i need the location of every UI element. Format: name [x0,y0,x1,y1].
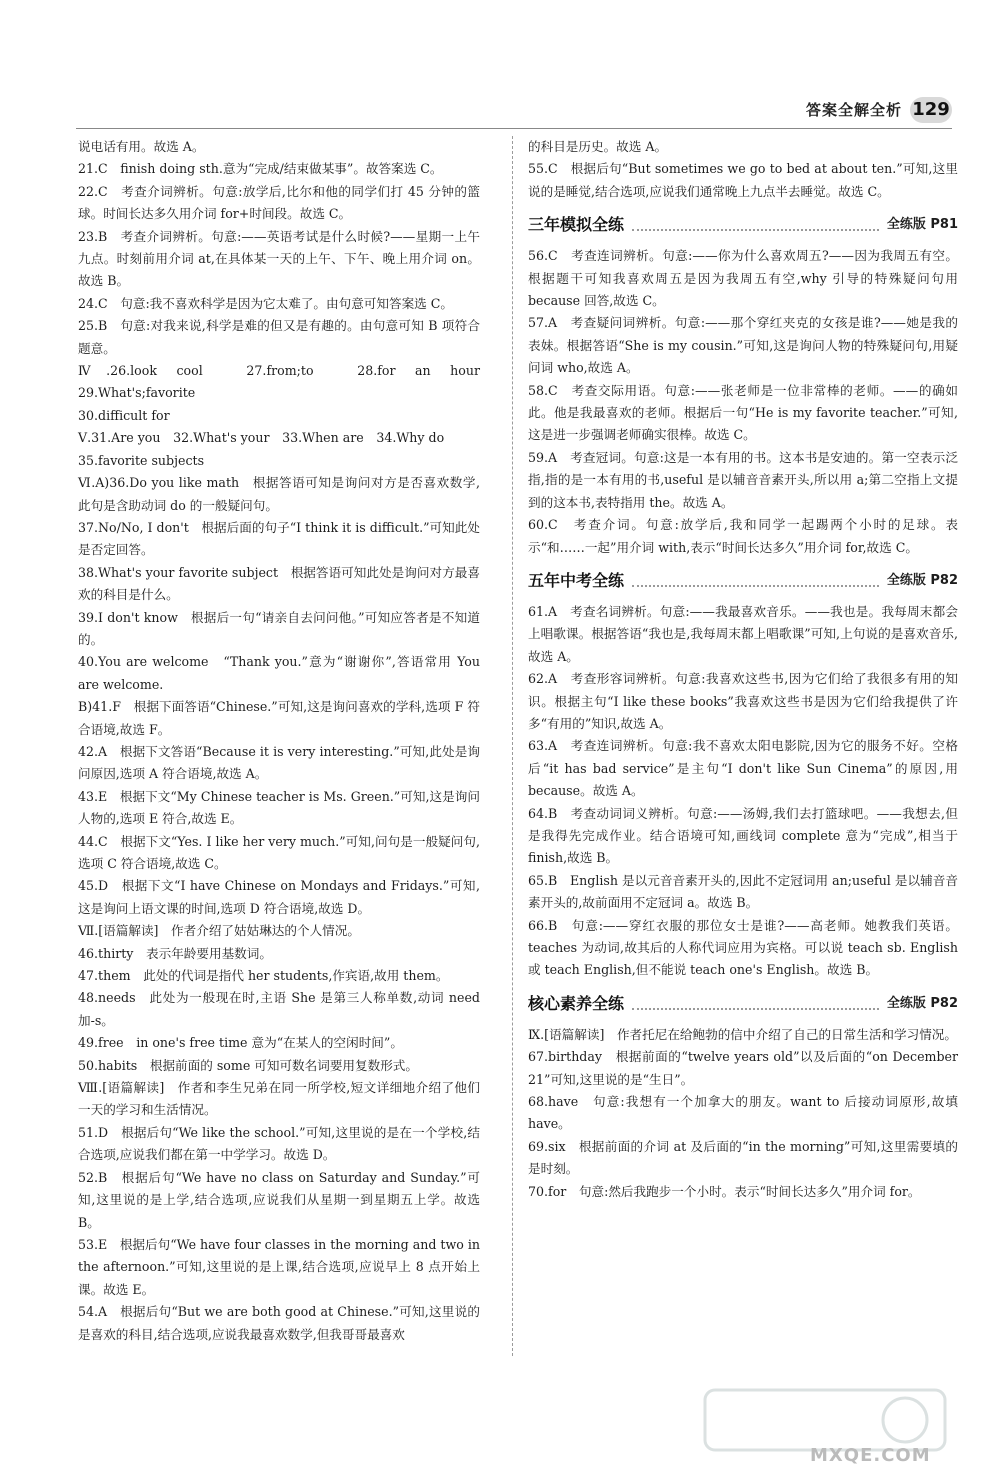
watermark-text: MXQE.COM [810,1445,931,1466]
answer-item: 57.A 考查疑问词辨析。句意:——那个穿红夹克的女孩是谁?——她是我的表妹。根据答语“She is my cousin.”可知,这是询问人物的特殊疑问句,用疑问词 who,故选 A。 [528,315,958,376]
section-title: 五年中考全练 [528,570,625,590]
answer-item: 37.No/No, I don't 根据后面的句子“I think it is difficult.”可知此处是否定回答。 [78,519,480,558]
answer-item: 25.B 句意:对我来说,科学是难的但又是有趣的。由句意可知 B 项符合题意。 [78,318,480,356]
answer-item: 66.B 句意:——穿红衣服的那位女士是谁?——高老师。她教我们英语。teaches 为动词,故其后的人称代词应用为宾格。可以说 teach sb. English 或 teach English,但不能说 teach one's English。故选 B。 [528,917,958,978]
header-rule [76,128,952,129]
section3-items [528,1024,958,1203]
answer-item: 的科目是历史。故选 A。 [528,139,668,154]
answer-item: Ⅶ.[语篇解读] 作者介绍了姑姑琳达的个人情况。 [78,923,360,939]
answer-item: Ⅸ.[语篇解读] 作者托尼在给鲍勃的信中介绍了自己的日常生活和学习情况。 [528,1026,957,1042]
answer-item: 48.needs 此处为一般现在时,主语 She 是第三人称单数,动词 need 加-s。 [78,990,480,1028]
section1-items [528,245,958,559]
answer-item: 70.for 句意:然后我跑步一个小时。表示“时间长达多久”用介词 for。 [528,1183,921,1199]
answer-item: 68.have 句意:我想有一个加拿大的朋友。want to 后接动词原形,故填 have。 [528,1094,958,1132]
answer-item: 44.C 根据下文“Yes. I like her very much.”可知,问句是一般疑问句,选项 C 符合语境,故选 C。 [78,833,480,871]
answer-item: 52.B 根据后句“We have no class on Saturday and Sunday.”可知,这里说的是上学,结合选项,应说我们从星期一到星期五上学。故选 B。 [78,1169,480,1230]
section-version: 全练版 P82 [886,995,958,1011]
answer-item: 47.them 此处的代词是指代 her students,作宾语,故用 them。 [78,968,449,984]
right-intro [528,136,958,203]
answer-item: 50.habits 根据前面的 some 可知可数名词要用复数形式。 [78,1057,418,1073]
answer-item: 56.C 考查连词辨析。句意:——你为什么喜欢周五?——因为我周五有空。根据题干可知我喜欢周五是因为我周五有空,why 引导的特殊疑问句用 because 回答,故选 C。 [528,248,958,309]
section-version: 全练版 P82 [886,572,958,588]
answer-item: 67.birthday 根据前面的“twelve years old”以及后面的“on December 21”可知,这里说的是“生日”。 [528,1049,958,1087]
left-column [78,136,493,1346]
answer-item: Ⅳ.26.look cool 27.from;to 28.for an hour 29.What's;favorite [78,363,493,401]
right-column [528,136,958,1203]
answer-item: 30.difficult for [78,407,170,423]
answer-item: 61.A 考查名词辨析。句意:——我最喜欢音乐。——我也是。我每周末都会上唱歌课。根据答语“我也是,我每周末都上唱歌课”可知,上句说的是喜欢音乐,故选 A。 [528,603,958,664]
section-version: 全练版 P81 [886,217,958,233]
answer-item: 45.D 根据下文“I have Chinese on Mondays and Fridays.”可知,这是询问上语文课的时间,选项 D 符合语境,故选 D。 [78,878,480,916]
answer-item: Ⅴ.31.Are you 32.What's your 33.When are 34.Why do [78,430,445,446]
column-divider [512,136,513,1356]
answer-item: 65.B English 是以元音音素开头的,因此不定冠词用 an;useful 是以辅音音素开头的,故前面用不定冠词 a。故选 B。 [528,872,958,911]
section-header-core [528,990,958,1018]
answer-item: 说电话有用。故选 A。 [78,139,205,154]
answer-item: 51.D 根据后句“We like the school.”可知,这里说的是在一个学校,结合选项,应说我们都在第一中学学习。故选 D。 [78,1124,480,1163]
section-dots [632,575,879,587]
section-title: 核心素养全练 [528,993,625,1013]
answer-item: 58.C 考查交际用语。句意:——张老师是一位非常棒的老师。——的确如此。他是我最喜欢的老师。根据后一句“He is my favorite teacher.”可知,这是进一步强调老师确实很棒。故选 C。 [528,382,958,443]
answer-item: 54.A 根据后句“But we are both good at Chinese.”可知,这里说的是喜欢的科目,结合选项,应说我最喜欢数学,但我哥哥最喜欢 [78,1304,480,1342]
answer-item: B)41.F 根据下面答语“Chinese.”可知,这是询问喜欢的学科,选项 F 符合语境,故选 F。 [78,699,480,737]
page-header [806,95,952,125]
answer-item: 43.E 根据下文“My Chinese teacher is Ms. Green.”可知,这是询问人物的,选项 E 符合,故选 E。 [78,788,480,827]
header-title: 答案全解全析 [805,100,902,119]
answer-item: 21.C finish doing sth.意为“完成/结束做某事”。故答案选 C。 [78,161,443,177]
answer-item: 35.favorite subjects [78,452,205,468]
answer-item: Ⅷ.[语篇解读] 作者和李生兄弟在同一所学校,短文详细地介绍了他们一天的学习和生活情况。 [78,1080,480,1118]
answer-item: 62.A 考查形容词辨析。句意:我喜欢这些书,因为它们给了我很多有用的知识。根据主句“I like these books”我喜欢这些书是因为它们给我提供了许多“有用的”知识,故选 A。 [528,671,958,731]
answer-item: Ⅵ.A)36.Do you like math 根据答语可知是询问对方是否喜欢数学,此句是含助动词 do 的一般疑问句。 [78,475,480,513]
section-dots [632,219,879,231]
answer-item: 55.C 根据后句“But sometimes we go to bed at about ten.”可知,这里说的是睡觉,结合选项,应说我们通常晚上九点半去睡觉。故选 C。 [528,161,958,199]
answer-item: 53.E 根据后句“We have four classes in the morning and two in the afternoon.”可知,这里说的是上课,结合选项,应说早上 8 点开始上课。故选 E。 [78,1236,480,1297]
answer-item: 63.A 考查连词辨析。句意:我不喜欢太阳电影院,因为它的服务不好。空格后“it has bad service”是主句“I don't like Sun Cinema”的原因,用 because。故选 A。 [528,738,958,799]
answer-item: 49.free in one's free time 意为“在某人的空闲时间”。 [78,1035,403,1051]
answer-item: 38.What's your favorite subject 根据答语可知此处是询问对方最喜欢的科目是什么。 [78,564,480,603]
page-number: 129 [910,97,952,123]
section-header-three-year [528,211,958,239]
section-dots [632,998,879,1010]
answer-item: 69.six 根据前面的介词 at 及后面的“in the morning”可知,这里需要填的是时刻。 [528,1138,958,1177]
section-header-five-year [528,567,958,595]
section2-items [528,601,958,982]
section-title: 三年模拟全练 [528,215,625,235]
answer-item: 22.C 考查介词辨析。句意:放学后,比尔和他的同学们打 45 分钟的篮球。时间长达多久用介词 for+时间段。故选 C。 [78,183,480,222]
answer-item: 40.You are welcome “Thank you.”意为“谢谢你”,答语常用 You are welcome. [78,654,480,692]
answer-item: 64.B 考查动词词义辨析。句意:——汤姆,我们去打篮球吧。——我想去,但是我得先完成作业。结合语境可知,画线词 complete 意为“完成”,相当于 finish,故选 B。 [528,805,958,866]
answer-item: 24.C 句意:我不喜欢科学是因为它太难了。由句意可知答案选 C。 [78,295,453,311]
answer-item: 39.I don't know 根据后一句“请亲自去问问他。”可知应答者是不知道的。 [78,609,480,647]
answer-item: 59.A 考查冠词。句意:这是一本有用的书。这本书是安迪的。第一空表示泛指,指的是一本有用的书,useful 是以辅音音素开头,所以用 a;第二空指上文提到的这本书,表特指用 the。故选 A。 [528,449,958,510]
answer-item: 46.thirty 表示年龄要用基数词。 [78,945,272,961]
answer-item: 42.A 根据下文答语“Because it is very interesting.”可知,此处是询问原因,选项 A 符合语境,故选 A。 [78,743,480,782]
answer-item: 23.B 考查介词辨析。句意:——英语考试是什么时候?——星期一上午九点。时刻前用介词 at,在具体某一天的上午、下午、晚上用介词 on。故选 B。 [78,228,480,289]
answer-item: 60.C 考查介词。句意:放学后,我和同学一起踢两个小时的足球。表示“和……一起”用介词 with,表示“时间长达多久”用介词 for,故选 C。 [528,517,958,555]
